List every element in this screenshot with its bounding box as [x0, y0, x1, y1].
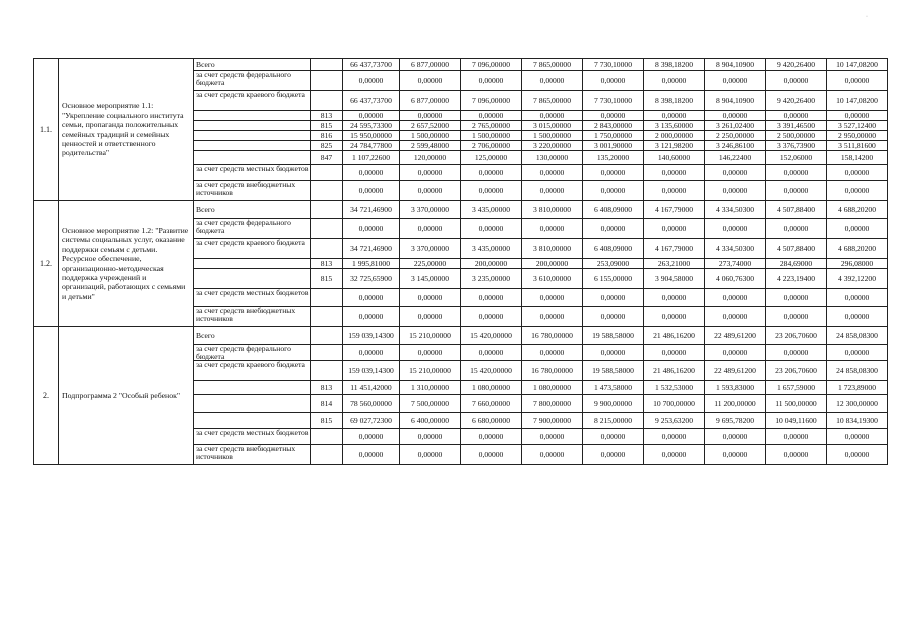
amount-cell: 4 167,79000 — [644, 201, 705, 219]
budget-code: 813 — [311, 111, 343, 121]
amount-cell: 263,21000 — [644, 259, 705, 269]
amount-cell: 0,00000 — [343, 345, 400, 361]
budget-code: 814 — [311, 395, 343, 413]
amount-cell: 0,00000 — [644, 445, 705, 465]
amount-cell: 0,00000 — [400, 71, 461, 91]
amount-cell: 1 723,89000 — [827, 381, 888, 395]
row-index: 2. — [34, 327, 59, 465]
amount-cell: 0,00000 — [400, 345, 461, 361]
amount-cell: 2 765,00000 — [461, 121, 522, 131]
amount-cell: 2 843,00000 — [583, 121, 644, 131]
amount-cell: 1 080,00000 — [461, 381, 522, 395]
budget-code — [311, 181, 343, 201]
amount-cell: 158,14200 — [827, 151, 888, 165]
amount-cell: 3 904,58000 — [644, 269, 705, 289]
budget-code: 847 — [311, 151, 343, 165]
amount-cell: 135,20000 — [583, 151, 644, 165]
amount-cell: 1 750,00000 — [583, 131, 644, 141]
amount-cell: 0,00000 — [583, 429, 644, 445]
amount-cell: 0,00000 — [644, 345, 705, 361]
amount-cell: 0,00000 — [766, 345, 827, 361]
amount-cell: 0,00000 — [400, 445, 461, 465]
amount-cell: 11 451,42000 — [343, 381, 400, 395]
amount-cell: 0,00000 — [522, 165, 583, 181]
amount-cell: 253,09000 — [583, 259, 644, 269]
amount-cell: 0,00000 — [400, 181, 461, 201]
amount-cell: 2 706,00000 — [461, 141, 522, 151]
amount-cell: 146,22400 — [705, 151, 766, 165]
amount-cell: 8 398,18200 — [644, 59, 705, 71]
amount-cell: 7 800,00000 — [522, 395, 583, 413]
amount-cell: 2 950,00000 — [827, 131, 888, 141]
funding-source — [194, 131, 311, 141]
amount-cell: 0,00000 — [827, 111, 888, 121]
amount-cell: 15 420,00000 — [461, 327, 522, 345]
amount-cell: 7 096,00000 — [461, 91, 522, 111]
amount-cell: 0,00000 — [343, 111, 400, 121]
amount-cell: 0,00000 — [522, 111, 583, 121]
amount-cell: 21 486,16200 — [644, 361, 705, 381]
amount-cell: 24 784,77800 — [343, 141, 400, 151]
amount-cell: 0,00000 — [461, 111, 522, 121]
amount-cell: 0,00000 — [644, 429, 705, 445]
amount-cell: 200,00000 — [522, 259, 583, 269]
amount-cell: 0,00000 — [766, 429, 827, 445]
budget-code — [311, 239, 343, 259]
funding-source: за счет средств федерального бюджета — [194, 71, 311, 91]
funding-source: за счет средств краевого бюджета — [194, 361, 311, 381]
budget-code — [311, 307, 343, 327]
amount-cell: 0,00000 — [827, 289, 888, 307]
amount-cell: 0,00000 — [583, 165, 644, 181]
amount-cell: 7 865,00000 — [522, 59, 583, 71]
amount-cell: 3 001,90000 — [583, 141, 644, 151]
amount-cell: 0,00000 — [827, 165, 888, 181]
amount-cell: 1 593,83000 — [705, 381, 766, 395]
amount-cell: 0,00000 — [766, 219, 827, 239]
budget-code — [311, 59, 343, 71]
amount-cell: 3 246,86100 — [705, 141, 766, 151]
amount-cell: 3 527,12400 — [827, 121, 888, 131]
amount-cell: 9 420,26400 — [766, 91, 827, 111]
budget-code: 815 — [311, 121, 343, 131]
funding-source — [194, 141, 311, 151]
amount-cell: 152,06000 — [766, 151, 827, 165]
funding-source: Всего — [194, 327, 311, 345]
amount-cell: 15 420,00000 — [461, 361, 522, 381]
amount-cell: 24 595,73300 — [343, 121, 400, 131]
amount-cell: 10 049,11600 — [766, 413, 827, 429]
amount-cell: 0,00000 — [827, 445, 888, 465]
amount-cell: 0,00000 — [827, 181, 888, 201]
amount-cell: 6 400,00000 — [400, 413, 461, 429]
funding-source: за счет средств местных бюджетов — [194, 165, 311, 181]
budget-code: 813 — [311, 259, 343, 269]
amount-cell: 23 206,70600 — [766, 361, 827, 381]
budget-code — [311, 219, 343, 239]
amount-cell: 140,60000 — [644, 151, 705, 165]
amount-cell: 0,00000 — [705, 219, 766, 239]
amount-cell: 7 730,10000 — [583, 91, 644, 111]
amount-cell: 0,00000 — [644, 307, 705, 327]
amount-cell: 0,00000 — [644, 289, 705, 307]
amount-cell: 4 507,88400 — [766, 201, 827, 219]
amount-cell: 1 500,00000 — [400, 131, 461, 141]
budget-table — [33, 58, 888, 465]
amount-cell: 8 904,10900 — [705, 91, 766, 111]
amount-cell: 0,00000 — [827, 345, 888, 361]
amount-cell: 0,00000 — [705, 181, 766, 201]
amount-cell: 0,00000 — [343, 429, 400, 445]
amount-cell: 6 408,09000 — [583, 201, 644, 219]
amount-cell: 3 235,00000 — [461, 269, 522, 289]
amount-cell: 3 370,00000 — [400, 201, 461, 219]
amount-cell: 0,00000 — [343, 289, 400, 307]
amount-cell: 3 810,00000 — [522, 201, 583, 219]
amount-cell: 9 253,63200 — [644, 413, 705, 429]
funding-source: Всего — [194, 59, 311, 71]
amount-cell: 3 121,98200 — [644, 141, 705, 151]
amount-cell: 0,00000 — [705, 71, 766, 91]
amount-cell: 4 223,19400 — [766, 269, 827, 289]
amount-cell: 22 489,61200 — [705, 327, 766, 345]
amount-cell: 1 500,00000 — [461, 131, 522, 141]
amount-cell: 1 995,81000 — [343, 259, 400, 269]
amount-cell: 0,00000 — [400, 429, 461, 445]
amount-cell: 3 145,00000 — [400, 269, 461, 289]
amount-cell: 0,00000 — [343, 307, 400, 327]
amount-cell: 34 721,46900 — [343, 239, 400, 259]
amount-cell: 0,00000 — [343, 219, 400, 239]
amount-cell: 2 599,48000 — [400, 141, 461, 151]
amount-cell: 0,00000 — [461, 289, 522, 307]
funding-source — [194, 111, 311, 121]
amount-cell: 0,00000 — [461, 345, 522, 361]
amount-cell: 0,00000 — [343, 181, 400, 201]
table-row — [34, 59, 888, 71]
amount-cell: 3 376,73900 — [766, 141, 827, 151]
corner-mark: · — [866, 14, 868, 20]
amount-cell: 4 060,76300 — [705, 269, 766, 289]
amount-cell: 0,00000 — [343, 71, 400, 91]
amount-cell: 0,00000 — [644, 181, 705, 201]
amount-cell: 0,00000 — [766, 165, 827, 181]
amount-cell: 0,00000 — [400, 111, 461, 121]
budget-code — [311, 327, 343, 345]
budget-code: 815 — [311, 269, 343, 289]
amount-cell: 2 500,00000 — [766, 131, 827, 141]
amount-cell: 159 039,14300 — [343, 327, 400, 345]
amount-cell: 3 261,02400 — [705, 121, 766, 131]
amount-cell: 3 435,00000 — [461, 201, 522, 219]
amount-cell: 9 695,78200 — [705, 413, 766, 429]
funding-source: за счет средств внебюджетных источников — [194, 445, 311, 465]
amount-cell: 7 500,00000 — [400, 395, 461, 413]
amount-cell: 4 392,12200 — [827, 269, 888, 289]
amount-cell: 8 398,18200 — [644, 91, 705, 111]
amount-cell: 7 865,00000 — [522, 91, 583, 111]
amount-cell: 0,00000 — [583, 345, 644, 361]
amount-cell: 16 780,00000 — [522, 327, 583, 345]
amount-cell: 8 904,10900 — [705, 59, 766, 71]
amount-cell: 0,00000 — [705, 429, 766, 445]
amount-cell: 130,00000 — [522, 151, 583, 165]
budget-code — [311, 361, 343, 381]
amount-cell: 0,00000 — [522, 219, 583, 239]
funding-source — [194, 269, 311, 289]
amount-cell: 0,00000 — [644, 71, 705, 91]
amount-cell: 0,00000 — [583, 219, 644, 239]
amount-cell: 4 688,20200 — [827, 201, 888, 219]
amount-cell: 0,00000 — [461, 165, 522, 181]
amount-cell: 1 310,00000 — [400, 381, 461, 395]
amount-cell: 8 215,00000 — [583, 413, 644, 429]
funding-source: Всего — [194, 201, 311, 219]
amount-cell: 4 688,20200 — [827, 239, 888, 259]
amount-cell: 0,00000 — [461, 307, 522, 327]
amount-cell: 159 039,14300 — [343, 361, 400, 381]
funding-source: за счет средств федерального бюджета — [194, 219, 311, 239]
amount-cell: 0,00000 — [522, 345, 583, 361]
budget-code — [311, 345, 343, 361]
budget-code: 816 — [311, 131, 343, 141]
amount-cell: 6 408,09000 — [583, 239, 644, 259]
amount-cell: 0,00000 — [522, 307, 583, 327]
amount-cell: 0,00000 — [827, 219, 888, 239]
amount-cell: 0,00000 — [766, 307, 827, 327]
amount-cell: 7 096,00000 — [461, 59, 522, 71]
amount-cell: 32 725,65900 — [343, 269, 400, 289]
amount-cell: 0,00000 — [705, 289, 766, 307]
budget-code — [311, 201, 343, 219]
amount-cell: 0,00000 — [522, 181, 583, 201]
amount-cell: 6 155,00000 — [583, 269, 644, 289]
budget-code: 825 — [311, 141, 343, 151]
budget-code — [311, 445, 343, 465]
amount-cell: 0,00000 — [400, 307, 461, 327]
table-row — [34, 327, 888, 345]
amount-cell: 4 334,50300 — [705, 201, 766, 219]
amount-cell: 273,74000 — [705, 259, 766, 269]
amount-cell: 7 900,00000 — [522, 413, 583, 429]
row-index: 1.1. — [34, 59, 59, 201]
activity-name: Основное мероприятие 1.1: "Укрепление социального института семьи, пропаганда положительных семейных традиций и семейных ценностей и ответственного родительства" — [59, 59, 194, 201]
amount-cell: 0,00000 — [522, 429, 583, 445]
amount-cell: 1 657,59000 — [766, 381, 827, 395]
amount-cell: 1 532,53000 — [644, 381, 705, 395]
amount-cell: 3 511,81600 — [827, 141, 888, 151]
amount-cell: 0,00000 — [644, 165, 705, 181]
amount-cell: 0,00000 — [522, 289, 583, 307]
amount-cell: 0,00000 — [705, 165, 766, 181]
amount-cell: 10 147,08200 — [827, 59, 888, 71]
amount-cell: 15 950,00000 — [343, 131, 400, 141]
amount-cell: 0,00000 — [583, 111, 644, 121]
amount-cell: 3 370,00000 — [400, 239, 461, 259]
amount-cell: 200,00000 — [461, 259, 522, 269]
amount-cell: 15 210,00000 — [400, 361, 461, 381]
amount-cell: 4 167,79000 — [644, 239, 705, 259]
funding-source: за счет средств краевого бюджета — [194, 91, 311, 111]
funding-source — [194, 259, 311, 269]
amount-cell: 0,00000 — [644, 111, 705, 121]
funding-source — [194, 395, 311, 413]
amount-cell: 11 200,00000 — [705, 395, 766, 413]
funding-source: за счет средств внебюджетных источников — [194, 181, 311, 201]
amount-cell: 0,00000 — [766, 181, 827, 201]
funding-source — [194, 121, 311, 131]
amount-cell: 0,00000 — [766, 111, 827, 121]
amount-cell: 23 206,70600 — [766, 327, 827, 345]
amount-cell: 3 220,00000 — [522, 141, 583, 151]
budget-code: 815 — [311, 413, 343, 429]
amount-cell: 0,00000 — [461, 445, 522, 465]
amount-cell: 6 877,00000 — [400, 91, 461, 111]
amount-cell: 0,00000 — [827, 307, 888, 327]
amount-cell: 120,00000 — [400, 151, 461, 165]
funding-source: за счет средств федерального бюджета — [194, 345, 311, 361]
amount-cell: 3 610,00000 — [522, 269, 583, 289]
amount-cell: 1 473,58000 — [583, 381, 644, 395]
amount-cell: 6 680,00000 — [461, 413, 522, 429]
funding-source — [194, 381, 311, 395]
funding-source: за счет средств краевого бюджета — [194, 239, 311, 259]
amount-cell: 0,00000 — [522, 71, 583, 91]
amount-cell: 0,00000 — [644, 219, 705, 239]
amount-cell: 284,69000 — [766, 259, 827, 269]
amount-cell: 2 657,52000 — [400, 121, 461, 131]
amount-cell: 0,00000 — [705, 345, 766, 361]
table-row — [34, 201, 888, 219]
amount-cell: 9 900,00000 — [583, 395, 644, 413]
amount-cell: 19 588,58000 — [583, 361, 644, 381]
amount-cell: 66 437,73700 — [343, 59, 400, 71]
funding-source: за счет средств внебюджетных источников — [194, 307, 311, 327]
amount-cell: 296,08000 — [827, 259, 888, 269]
budget-code: 813 — [311, 381, 343, 395]
amount-cell: 24 858,08300 — [827, 361, 888, 381]
budget-code — [311, 289, 343, 307]
amount-cell: 21 486,16200 — [644, 327, 705, 345]
amount-cell: 6 877,00000 — [400, 59, 461, 71]
amount-cell: 0,00000 — [827, 429, 888, 445]
budget-code — [311, 165, 343, 181]
amount-cell: 0,00000 — [343, 165, 400, 181]
amount-cell: 10 834,19300 — [827, 413, 888, 429]
amount-cell: 0,00000 — [400, 289, 461, 307]
row-index: 1.2. — [34, 201, 59, 327]
amount-cell: 3 015,00000 — [522, 121, 583, 131]
amount-cell: 7 660,00000 — [461, 395, 522, 413]
amount-cell: 0,00000 — [705, 111, 766, 121]
amount-cell: 22 489,61200 — [705, 361, 766, 381]
amount-cell: 225,00000 — [400, 259, 461, 269]
amount-cell: 0,00000 — [461, 181, 522, 201]
amount-cell: 4 507,88400 — [766, 239, 827, 259]
budget-code — [311, 71, 343, 91]
amount-cell: 2 000,00000 — [644, 131, 705, 141]
amount-cell: 12 300,00000 — [827, 395, 888, 413]
amount-cell: 34 721,46900 — [343, 201, 400, 219]
amount-cell: 19 588,58000 — [583, 327, 644, 345]
amount-cell: 0,00000 — [461, 219, 522, 239]
amount-cell: 0,00000 — [583, 181, 644, 201]
amount-cell: 0,00000 — [400, 165, 461, 181]
funding-source: за счет средств местных бюджетов — [194, 429, 311, 445]
amount-cell: 0,00000 — [400, 219, 461, 239]
amount-cell: 3 435,00000 — [461, 239, 522, 259]
amount-cell: 2 250,00000 — [705, 131, 766, 141]
amount-cell: 69 027,72300 — [343, 413, 400, 429]
amount-cell: 1 500,00000 — [522, 131, 583, 141]
amount-cell: 9 420,26400 — [766, 59, 827, 71]
amount-cell: 78 560,00000 — [343, 395, 400, 413]
amount-cell: 125,00000 — [461, 151, 522, 165]
budget-code — [311, 91, 343, 111]
amount-cell: 10 147,08200 — [827, 91, 888, 111]
amount-cell: 0,00000 — [343, 445, 400, 465]
amount-cell: 7 730,10000 — [583, 59, 644, 71]
amount-cell: 0,00000 — [827, 71, 888, 91]
amount-cell: 0,00000 — [705, 445, 766, 465]
amount-cell: 0,00000 — [461, 429, 522, 445]
amount-cell: 15 210,00000 — [400, 327, 461, 345]
activity-name: Основное мероприятие 1.2: "Развитие системы социальных услуг, оказание поддержки семьям с детьми. Ресурсное обеспечение, организационно-методическая поддержка учреждений и организаций, работающих с семьями и детьми" — [59, 201, 194, 327]
funding-source — [194, 413, 311, 429]
amount-cell: 1 107,22600 — [343, 151, 400, 165]
amount-cell: 10 700,00000 — [644, 395, 705, 413]
amount-cell: 3 391,46500 — [766, 121, 827, 131]
amount-cell: 11 500,00000 — [766, 395, 827, 413]
amount-cell: 16 780,00000 — [522, 361, 583, 381]
amount-cell: 4 334,50300 — [705, 239, 766, 259]
funding-source — [194, 151, 311, 165]
amount-cell: 0,00000 — [583, 307, 644, 327]
amount-cell: 0,00000 — [766, 289, 827, 307]
amount-cell: 0,00000 — [583, 445, 644, 465]
amount-cell: 3 135,60000 — [644, 121, 705, 131]
activity-name: Подпрограмма 2 "Особый ребенок" — [59, 327, 194, 465]
funding-source: за счет средств местных бюджетов — [194, 289, 311, 307]
amount-cell: 0,00000 — [766, 445, 827, 465]
amount-cell: 24 858,08300 — [827, 327, 888, 345]
amount-cell: 0,00000 — [583, 71, 644, 91]
amount-cell: 0,00000 — [705, 307, 766, 327]
amount-cell: 0,00000 — [461, 71, 522, 91]
amount-cell: 0,00000 — [583, 289, 644, 307]
budget-code — [311, 429, 343, 445]
amount-cell: 0,00000 — [522, 445, 583, 465]
amount-cell: 3 810,00000 — [522, 239, 583, 259]
amount-cell: 66 437,73700 — [343, 91, 400, 111]
amount-cell: 1 080,00000 — [522, 381, 583, 395]
amount-cell: 0,00000 — [766, 71, 827, 91]
